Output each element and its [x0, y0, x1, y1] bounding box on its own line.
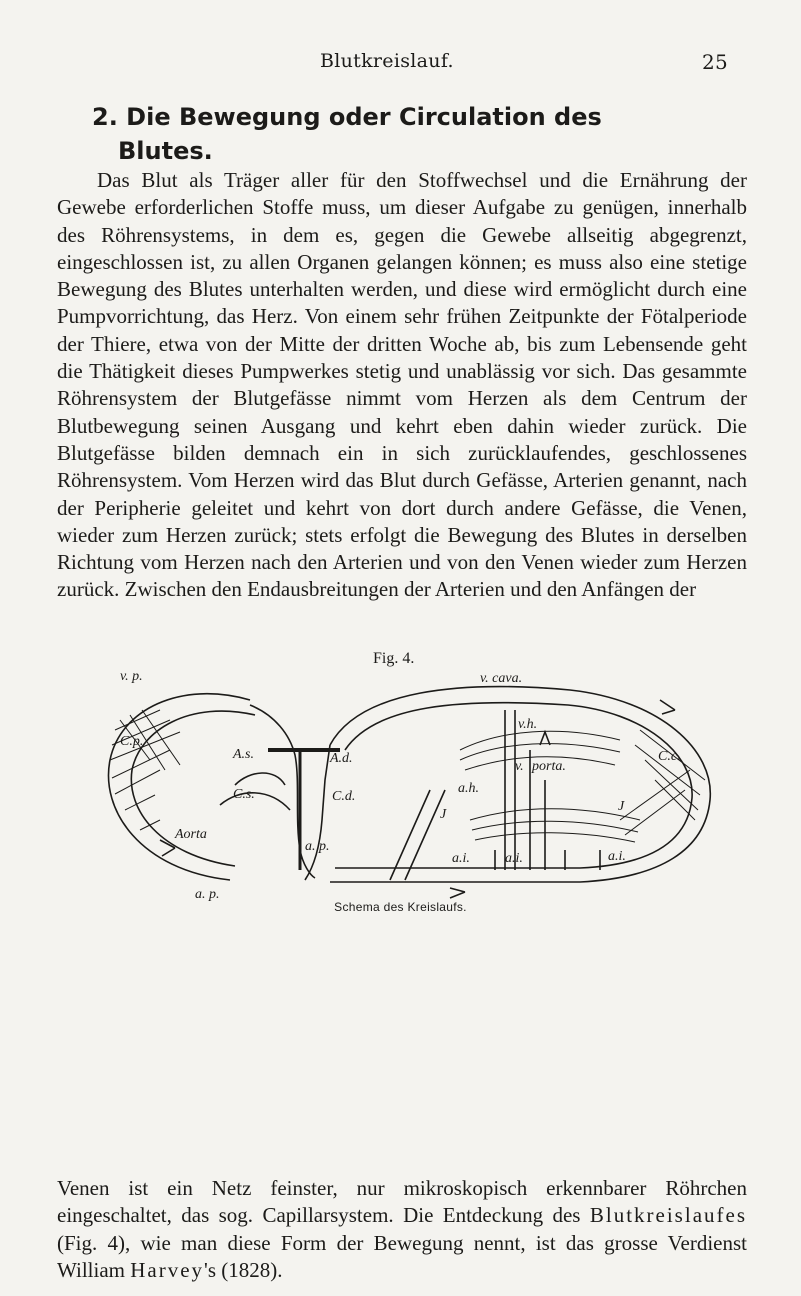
label-j-right: J	[618, 799, 625, 814]
section-heading-line-1: 2. Die Bewegung oder Circulation des	[92, 103, 602, 131]
label-vena: v.	[515, 759, 524, 774]
circulation-schema-drawing	[100, 669, 720, 902]
figure-caption: Schema des Kreislaufs.	[334, 900, 467, 914]
label-a-p-lower: a. p.	[195, 887, 220, 902]
label-j-left: J	[440, 807, 447, 822]
label-a-i-2: a.i.	[505, 851, 523, 866]
label-v-h: v.h.	[518, 717, 538, 732]
paragraph-2-text-a: Venen ist ein Netz feinster, nur mikroskopisch erkennbarer Röhrchen eingeschaltet, das sog. Capillarsystem. Die Entdeckung des	[57, 1176, 747, 1228]
pulmonary-vessel-outer	[109, 694, 251, 880]
label-porta: porta.	[532, 759, 566, 774]
label-c-p: C.p.	[120, 734, 144, 749]
label-v-cava: v. cava.	[480, 671, 523, 686]
label-a-d: A.d.	[330, 751, 353, 766]
arrow-top-right	[660, 700, 675, 714]
label-c-c: C.c.	[658, 749, 681, 764]
label-c-d: C.d.	[332, 789, 356, 804]
running-title: Blutkreislauf.	[320, 50, 454, 72]
paragraph-2-emphasis-blutkreislaufes: Blutkreislaufes	[589, 1203, 747, 1228]
label-aorta: Aorta	[175, 827, 207, 842]
figure-label: Fig. 4.	[373, 650, 415, 667]
arrow-pulmonary	[160, 840, 175, 856]
label-c-s: C.s.	[233, 787, 255, 802]
arrow-up-vena	[540, 732, 550, 745]
intestine-capillary-network	[470, 809, 640, 842]
label-a-s: A.s.	[233, 747, 254, 762]
lung-capillary-network	[110, 710, 180, 830]
paragraph-2-text-c: 's (1828).	[204, 1257, 283, 1282]
section-heading-line-2: Blutes.	[118, 137, 213, 165]
label-a-i-3: a.i.	[608, 849, 626, 864]
systemic-vessel-inner	[335, 703, 692, 868]
circulation-schema-figure	[100, 669, 720, 902]
label-a-p-mid: a. p.	[305, 839, 330, 854]
label-a-h: a.h.	[458, 781, 479, 796]
paragraph-2	[57, 1175, 747, 1284]
label-v-p: v. p.	[120, 669, 143, 684]
label-a-i-1: a.i.	[452, 851, 470, 866]
page-number: 25	[702, 50, 729, 74]
paragraph-1: Das Blut als Träger aller für den Stoffwechsel und die Ernährung der Gewebe erforderlichen Stoffe muss, um dieser Aufgabe zu genügen, innerhalb des Röhrensystems, in dem es, gegen die Gewebe allseitig abgegrenzt, eingeschlossen ist, zu allen Organen gelangen können; es muss also eine stetige Bewegung des Blutes unterhalten werden, und diese wird ermöglicht durch eine Pumpvorrichtung, das Herz. Von einem sehr frühen Zeitpunkte der Fötalperiode der Thiere, etwa von der Mitte der dritten Woche ab, bis zum Lebensende geht die Thätigkeit dieses Pumpwerkes stetig und unablässig vor sich. Das gesammte Röhrensystem der Blutgefässe nimmt vom Herzen als dem Centrum der Blutbewegung seinen Ausgang und kehrt eben dahin wieder zurück. Die Blutgefässe bilden demnach ein in sich zurücklaufendes, geschlossenes Röhrensystem. Vom Herzen wird das Blut durch Gefässe, Arterien genannt, nach der Peripherie geleitet und kehrt von dort durch andere Gefässe, die Venen, wieder zum Herzen zurück; stets erfolgt die Bewegung des Blutes in derselben Richtung vom Herzen nach den Arterien und von den Venen wieder zum Herzen zurück. Zwischen den Endausbreitungen der Arterien und den Anfängen der	[57, 168, 747, 602]
arrow-bottom	[450, 888, 465, 898]
section-heading	[92, 100, 752, 168]
hepatic-artery	[390, 790, 445, 880]
paragraph-2-emphasis-harvey: Harvey	[130, 1257, 205, 1282]
paragraph-2-text-b: (Fig. 4), wie man diese Form der Bewegung nennt, ist das grosse Verdienst William	[57, 1230, 747, 1282]
